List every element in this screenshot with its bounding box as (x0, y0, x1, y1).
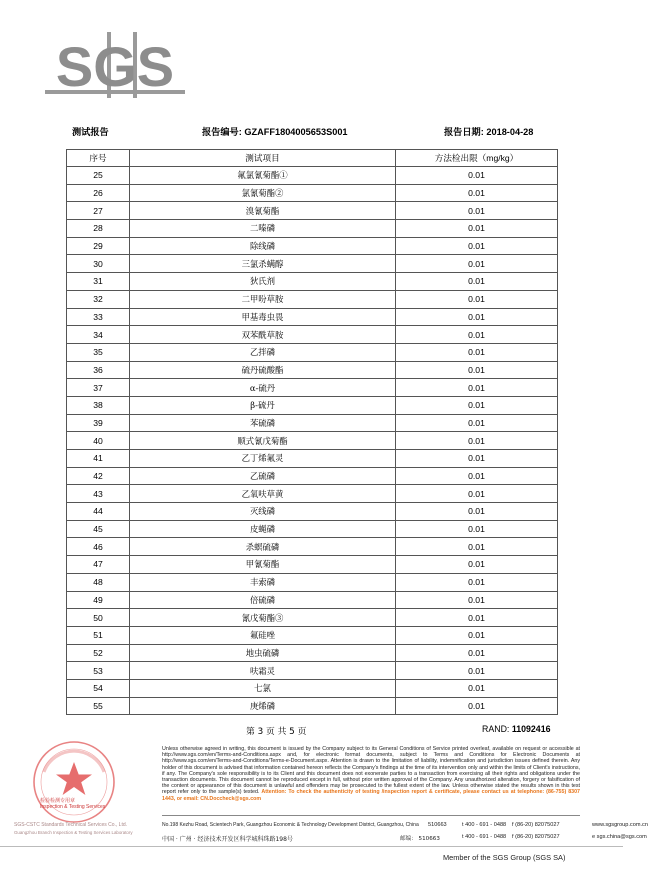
logo-text: SGS (55, 35, 175, 98)
row-detection-limit: 0.01 (396, 308, 558, 326)
sgs-logo (45, 30, 185, 100)
row-index: 40 (67, 432, 130, 450)
row-index: 39 (67, 414, 130, 432)
row-test-item: 二嗪磷 (130, 220, 396, 238)
table-row (67, 520, 558, 538)
results-table-container (66, 149, 557, 715)
row-index: 51 (67, 626, 130, 644)
table-row (67, 432, 558, 450)
row-test-item: 狄氏剂 (130, 273, 396, 291)
row-test-item: 双苯酰草胺 (130, 326, 396, 344)
row-test-item: 溴氰菊酯 (130, 202, 396, 220)
table-row (67, 255, 558, 273)
row-test-item: 氟硅唑 (130, 626, 396, 644)
row-index: 30 (67, 255, 130, 273)
email[interactable]: e sgs.china@sgs.com (592, 834, 647, 840)
row-detection-limit: 0.01 (396, 273, 558, 291)
row-test-item: 除线磷 (130, 237, 396, 255)
column-header-item: 测试项目 (130, 150, 396, 167)
row-test-item: 倍硫磷 (130, 591, 396, 609)
table-row (67, 662, 558, 680)
row-detection-limit: 0.01 (396, 202, 558, 220)
row-detection-limit: 0.01 (396, 343, 558, 361)
row-index: 48 (67, 573, 130, 591)
row-test-item: 甲基毒虫畏 (130, 308, 396, 326)
row-detection-limit: 0.01 (396, 290, 558, 308)
table-row (67, 679, 558, 697)
row-detection-limit: 0.01 (396, 361, 558, 379)
table-row (67, 273, 558, 291)
row-detection-limit: 0.01 (396, 326, 558, 344)
row-index: 32 (67, 290, 130, 308)
row-index: 38 (67, 396, 130, 414)
table-row (67, 308, 558, 326)
report-number: 报告编号: GZAFF1804005653S001 (202, 127, 348, 137)
table-row (67, 326, 558, 344)
fax-en: f (86-20) 82075027 (512, 822, 560, 828)
stamp-cn-label: 检验检测专用章 (40, 798, 76, 804)
column-header-index: 序号 (67, 150, 130, 167)
row-detection-limit: 0.01 (396, 167, 558, 185)
row-index: 46 (67, 538, 130, 556)
table-row (67, 361, 558, 379)
table-row (67, 167, 558, 185)
website[interactable]: www.sgsgroup.com.cn (592, 822, 648, 828)
stamp-company: SGS-CSTC Standards Technical Services Co., Ltd. (14, 822, 128, 828)
row-test-item: 乙丁烯氟灵 (130, 450, 396, 468)
phone-en: t 400 - 691 - 0488 (462, 822, 507, 828)
results-table (66, 149, 558, 715)
stamp-branch: Guangzhou Branch Inspection & Testing Services Laboratory (14, 830, 133, 835)
row-detection-limit: 0.01 (396, 679, 558, 697)
row-detection-limit: 0.01 (396, 467, 558, 485)
row-detection-limit: 0.01 (396, 414, 558, 432)
row-test-item: 氰戊菊酯③ (130, 609, 396, 627)
row-test-item: 灭线磷 (130, 503, 396, 521)
table-row (67, 290, 558, 308)
table-row (67, 202, 558, 220)
row-index: 41 (67, 450, 130, 468)
row-index: 34 (67, 326, 130, 344)
row-detection-limit: 0.01 (396, 556, 558, 574)
row-index: 50 (67, 609, 130, 627)
row-detection-limit: 0.01 (396, 644, 558, 662)
table-row (67, 379, 558, 397)
legal-disclaimer (162, 746, 580, 802)
row-test-item: 地虫硫磷 (130, 644, 396, 662)
phone-cn: t 400 - 691 - 0488 (462, 834, 507, 840)
stamp-en-label: Inspection & Testing Services (40, 804, 106, 810)
row-index: 31 (67, 273, 130, 291)
row-test-item: 庚烯磷 (130, 697, 396, 715)
row-index: 45 (67, 520, 130, 538)
rand-label: RAND: (482, 724, 510, 734)
table-row (67, 220, 558, 238)
table-row (67, 626, 558, 644)
company-seal (16, 736, 162, 832)
row-index: 27 (67, 202, 130, 220)
row-index: 54 (67, 679, 130, 697)
row-test-item: 二甲吩草胺 (130, 290, 396, 308)
address-cn: 中国 · 广州 · 经济技术开发区科学城科珠路198号 (162, 836, 293, 843)
postcode-cn: 邮编： 510663 (400, 836, 440, 842)
row-index: 36 (67, 361, 130, 379)
table-row (67, 184, 558, 202)
row-index: 35 (67, 343, 130, 361)
row-test-item: 乙氧呋草黄 (130, 485, 396, 503)
column-header-limit: 方法检出限（mg/kg） (396, 150, 558, 167)
row-test-item: 硫丹硫酸酯 (130, 361, 396, 379)
row-index: 52 (67, 644, 130, 662)
row-detection-limit: 0.01 (396, 626, 558, 644)
row-detection-limit: 0.01 (396, 485, 558, 503)
report-header (72, 124, 552, 138)
row-test-item: 呋霜灵 (130, 662, 396, 680)
table-row (67, 396, 558, 414)
page-indicator: 第 3 页 共 5 页 (246, 727, 307, 737)
table-header-row (67, 150, 558, 167)
rand-value: 11092416 (511, 724, 551, 734)
table-row (67, 644, 558, 662)
table-row (67, 538, 558, 556)
legal-text: Unless otherwise agreed in writing, this document is issued by the Company subject to its General Conditions of Service printed overleaf, available on request or accessible at http://www.sgs.com/en/Terms-and-Conditions.aspx and, for electronic format documents, subject to Terms and Conditions for Electronic Documents at http://www.sgs.com/en/Terms-and-Conditions/Terms-e-Document.aspx. Attention is drawn to the limitation of liability, indemnification and jurisdiction issues defined therein. Any holder of this document is advised that information contained hereon reflects the Company's findings at the time of its intervention only and within the limits of Client's instructions, if any. The Company's sole responsibility is to its Client and this document does not exonerate parties to a transaction from exercising all their rights and obligations under the transaction documents. This document cannot be reproduced except in full, without prior written approval of the Company. Any unauthorized alteration, forgery or falsification of the content or appearance of this document is unlawful and offenders may be prosecuted to the fullest extent of the law. Unless otherwise stated the results shown in this test report refer only to the sample(s) tested. (162, 746, 580, 796)
row-test-item: 氟氯氰菊酯① (130, 167, 396, 185)
row-detection-limit: 0.01 (396, 237, 558, 255)
row-index: 43 (67, 485, 130, 503)
bottom-divider (0, 846, 623, 847)
row-test-item: 三氯杀螨醇 (130, 255, 396, 273)
row-detection-limit: 0.01 (396, 520, 558, 538)
table-row (67, 697, 558, 715)
row-index: 29 (67, 237, 130, 255)
fax-cn: f (86-20) 82075027 (512, 834, 560, 840)
member-statement: Member of the SGS Group (SGS SA) (443, 853, 566, 862)
row-detection-limit: 0.01 (396, 220, 558, 238)
row-test-item: 苯硫磷 (130, 414, 396, 432)
row-detection-limit: 0.01 (396, 450, 558, 468)
row-test-item: 七氯 (130, 679, 396, 697)
row-test-item: 顺式氰戊菊酯 (130, 432, 396, 450)
table-row (67, 343, 558, 361)
row-test-item: 氯氰菊酯② (130, 184, 396, 202)
row-test-item: 丰索磷 (130, 573, 396, 591)
row-detection-limit: 0.01 (396, 662, 558, 680)
table-row (67, 467, 558, 485)
row-detection-limit: 0.01 (396, 573, 558, 591)
row-detection-limit: 0.01 (396, 184, 558, 202)
row-test-item: α-硫丹 (130, 379, 396, 397)
table-row (67, 591, 558, 609)
postcode-en: 510663 (428, 822, 447, 828)
row-test-item: β-硫丹 (130, 396, 396, 414)
row-index: 42 (67, 467, 130, 485)
row-detection-limit: 0.01 (396, 591, 558, 609)
table-row (67, 237, 558, 255)
report-label: 测试报告 (72, 127, 109, 137)
rand-code (482, 724, 550, 734)
row-index: 28 (67, 220, 130, 238)
table-row (67, 485, 558, 503)
row-detection-limit: 0.01 (396, 609, 558, 627)
table-row (67, 609, 558, 627)
footer-divider (162, 815, 580, 816)
row-detection-limit: 0.01 (396, 503, 558, 521)
row-index: 25 (67, 167, 130, 185)
table-row (67, 573, 558, 591)
row-index: 26 (67, 184, 130, 202)
row-detection-limit: 0.01 (396, 379, 558, 397)
row-test-item: 乙拌磷 (130, 343, 396, 361)
row-index: 49 (67, 591, 130, 609)
address-en: No.198 Kezhu Road, Scientech Park, Guangzhou Economic & Technology Development District, Guangzhou, China (162, 822, 419, 828)
row-test-item: 乙硫磷 (130, 467, 396, 485)
row-index: 47 (67, 556, 130, 574)
row-index: 33 (67, 308, 130, 326)
table-row (67, 556, 558, 574)
row-detection-limit: 0.01 (396, 538, 558, 556)
row-test-item: 皮蝇磷 (130, 520, 396, 538)
attention-text: Attention: To check the authenticity of testing /inspection report & certificate, please contact us at telephone: (86-755) 8307 1443, or email: CN.Doccheck@sgs.com (162, 789, 580, 802)
table-row (67, 503, 558, 521)
table-row (67, 414, 558, 432)
table-row (67, 450, 558, 468)
row-test-item: 甲氰菊酯 (130, 556, 396, 574)
report-date: 报告日期: 2018-04-28 (444, 127, 534, 137)
row-detection-limit: 0.01 (396, 432, 558, 450)
row-index: 37 (67, 379, 130, 397)
row-index: 55 (67, 697, 130, 715)
row-detection-limit: 0.01 (396, 697, 558, 715)
row-index: 53 (67, 662, 130, 680)
row-test-item: 杀螟硫磷 (130, 538, 396, 556)
row-index: 44 (67, 503, 130, 521)
row-detection-limit: 0.01 (396, 255, 558, 273)
row-detection-limit: 0.01 (396, 396, 558, 414)
